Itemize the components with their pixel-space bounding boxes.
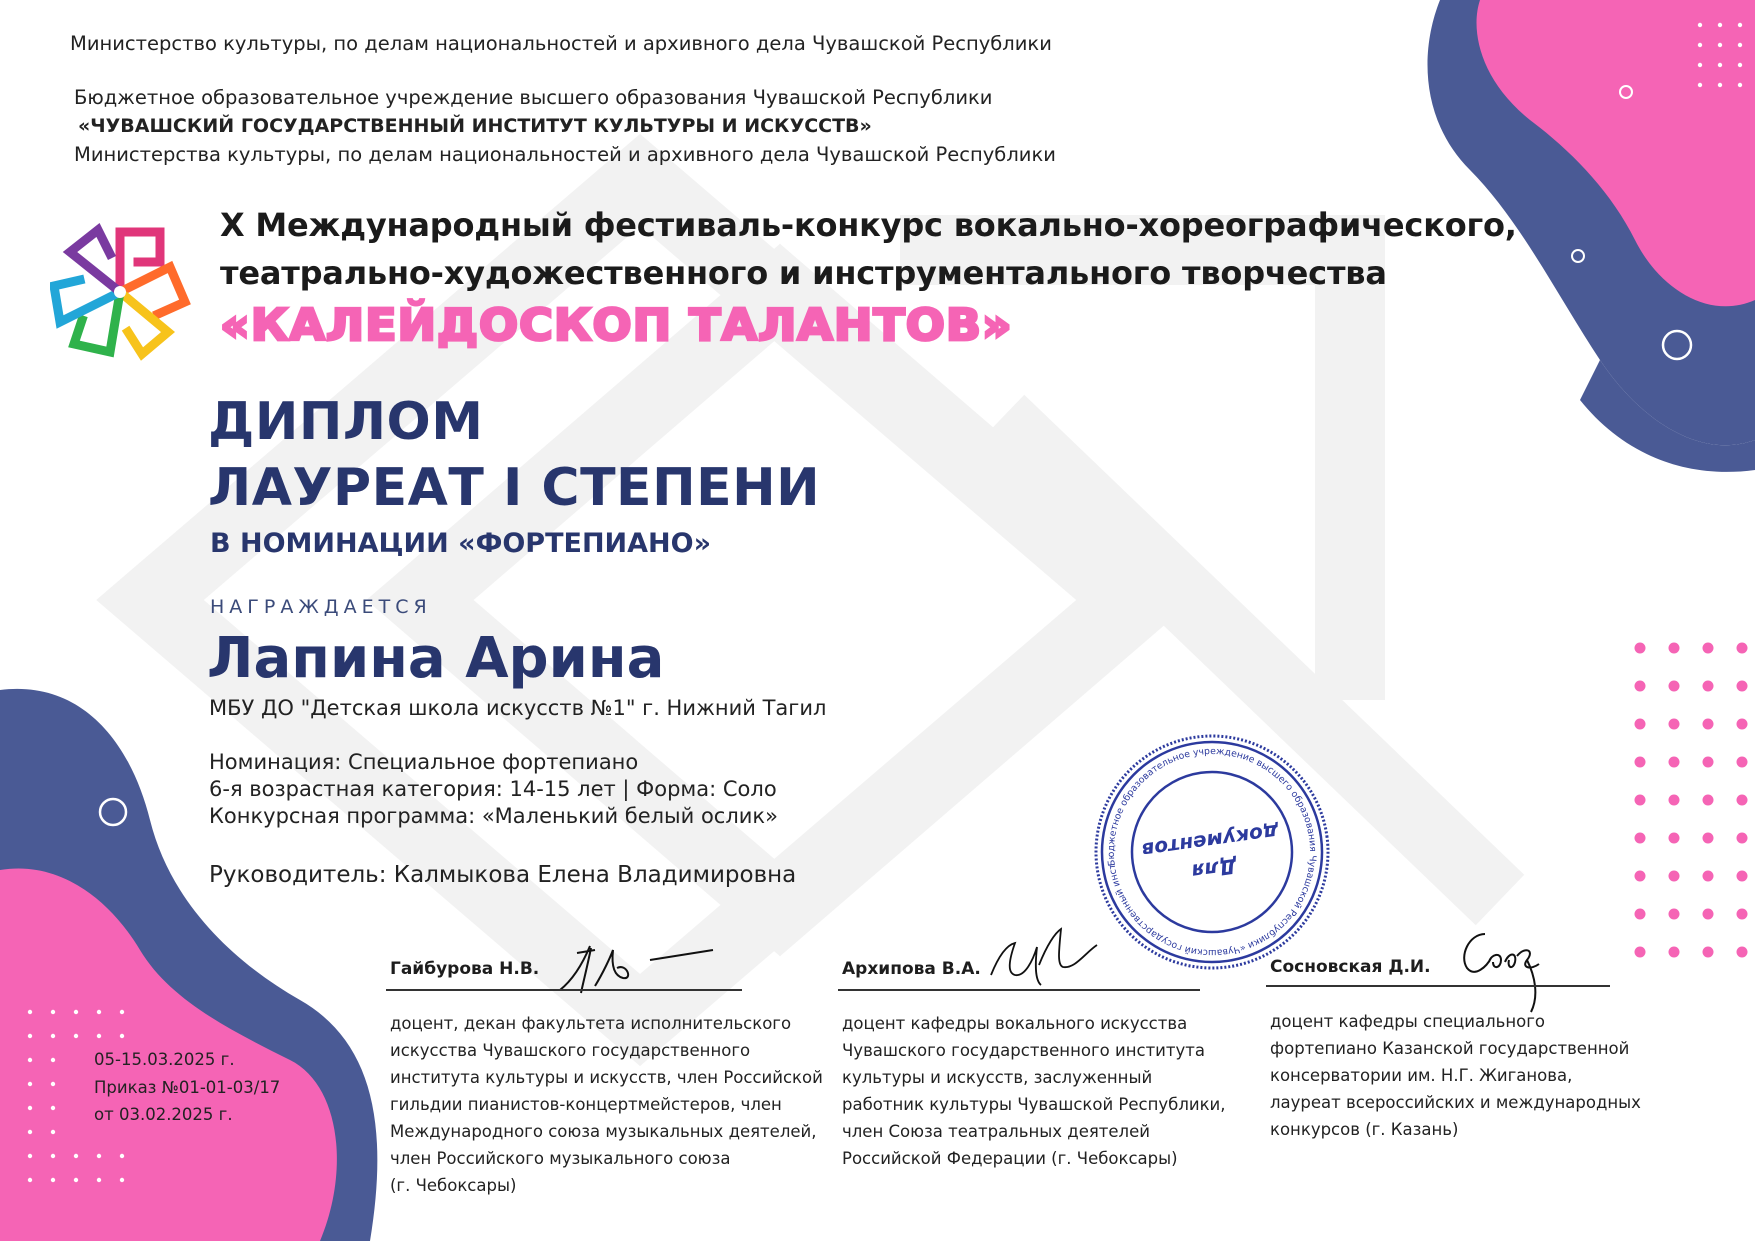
diploma-title: ДИПЛОМ <box>208 392 484 452</box>
signature-1-name: Гайбурова Н.В. <box>390 959 540 979</box>
stamp-center-line2: документов <box>1140 819 1281 863</box>
order-dates: 05-15.03.2025 г. <box>94 1050 235 1069</box>
signature-1-desc-line: член Российского музыкального союза <box>390 1149 731 1168</box>
stamp-ring-text: Бюджетное образовательное учреждение высшего образования Чувашской Республики «Чувашский государственный институт <box>1105 745 1319 959</box>
signature-2-desc-line: Чувашского государственного института <box>842 1041 1205 1060</box>
signature-1-desc-line: гильдии пианистов-концертмейстеров, член <box>390 1095 782 1114</box>
order-date: от 03.02.2025 г. <box>94 1105 233 1124</box>
signature-2-desc-line: член Союза театральных деятелей <box>842 1122 1150 1141</box>
signature-3-desc-line: фортепиано Казанской государственной <box>1270 1039 1630 1058</box>
category-line: 6-я возрастная категория: 14-15 лет | Форма: Соло <box>209 777 777 801</box>
signature-1-desc-line: доцент, декан факультета исполнительского <box>390 1014 792 1033</box>
signature-3-name: Сосновская Д.И. <box>1270 957 1431 977</box>
signature-2-handwriting <box>985 925 1115 995</box>
signature-3-desc-line: доцент кафедры специального <box>1270 1012 1546 1031</box>
festival-logo-icon <box>50 222 192 364</box>
institution-type: Бюджетное образовательное учреждение высшего образования Чувашской Республики <box>74 86 993 109</box>
signature-2-desc-line: культуры и искусств, заслуженный <box>842 1068 1153 1087</box>
festival-name: «КАЛЕЙДОСКОП ТАЛАНТОВ» <box>220 299 1013 351</box>
festival-title-line1: X Международный фестиваль-конкурс вокально-хореографического, <box>220 206 1517 244</box>
signature-2-name: Архипова В.А. <box>842 959 981 979</box>
institution-name: «ЧУВАШСКИЙ ГОСУДАРСТВЕННЫЙ ИНСТИТУТ КУЛЬТУРЫ И ИСКУССТВ» <box>78 115 872 137</box>
diploma-degree: ЛАУРЕАТ I СТЕПЕНИ <box>208 458 821 518</box>
recipient-school: МБУ ДО "Детская школа искусств №1" г. Нижний Тагил <box>209 696 827 720</box>
program-line: Конкурсная программа: «Маленький белый ослик» <box>209 804 778 828</box>
signature-1-desc-line: института культуры и искусств, член Российской <box>390 1068 823 1087</box>
nomination-title: В НОМИНАЦИИ «ФОРТЕПИАНО» <box>210 528 712 559</box>
signature-2-desc-line: доцент кафедры вокального искусства <box>842 1014 1188 1033</box>
signature-3-desc-line: конкурсов (г. Казань) <box>1270 1120 1459 1139</box>
signature-3-description <box>1270 1008 1641 1143</box>
awarded-label: НАГРАЖДАЕТСЯ <box>210 596 432 618</box>
signature-1-description <box>390 1010 823 1199</box>
signature-3-handwriting <box>1455 926 1555 1016</box>
signature-1-desc-line: Международного союза музыкальных деятелей, <box>390 1122 817 1141</box>
signature-2-description <box>842 1010 1226 1172</box>
order-info <box>94 1046 280 1129</box>
leader-line: Руководитель: Калмыкова Елена Владимировна <box>209 862 797 888</box>
festival-title-line2: театрально-художественного и инструментального творчества <box>220 254 1387 292</box>
institution-ministry: Министерства культуры, по делам национальностей и архивного дела Чувашской Республики <box>74 143 1056 166</box>
signature-1-desc-line: искусства Чувашского государственного <box>390 1041 751 1060</box>
order-number: Приказ №01-01-03/17 <box>94 1077 281 1097</box>
official-stamp <box>1090 730 1334 974</box>
nomination-line: Номинация: Специальное фортепиано <box>209 750 639 774</box>
signature-1-desc-line: (г. Чебоксары) <box>390 1176 517 1195</box>
signature-2-desc-line: работник культуры Чувашской Республики, <box>842 1095 1226 1114</box>
signature-2-line <box>838 989 1200 991</box>
signature-3-line <box>1266 985 1610 987</box>
signature-1-line <box>386 989 742 991</box>
recipient-name: Лапина Арина <box>207 626 665 691</box>
signature-3-desc-line: лауреат всероссийских и международных <box>1270 1093 1641 1112</box>
ministry-header: Министерство культуры, по делам национальностей и архивного дела Чувашской Республики <box>70 32 1052 55</box>
stamp-center-line1: Для <box>1190 853 1239 884</box>
signature-3-desc-line: консерватории им. Н.Г. Жиганова, <box>1270 1066 1573 1085</box>
signature-2-desc-line: Российской Федерации (г. Чебоксары) <box>842 1149 1178 1168</box>
